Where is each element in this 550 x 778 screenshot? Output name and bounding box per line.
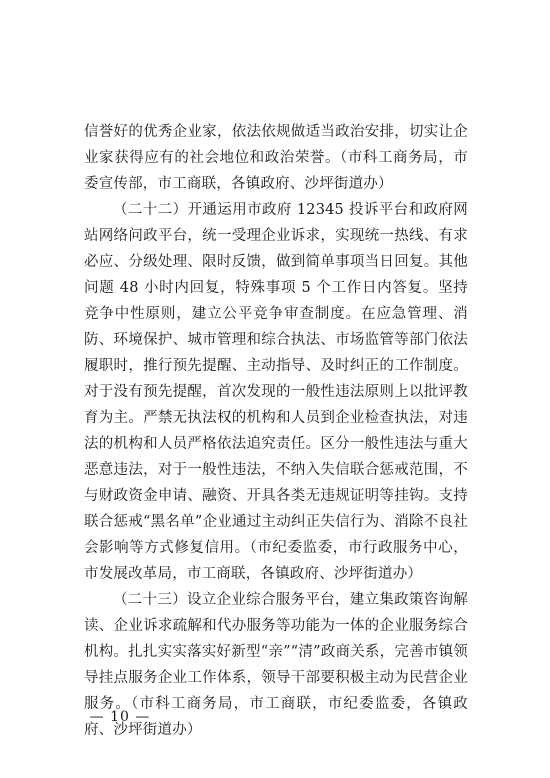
paragraph-item-22: （二十二）开通运用市政府 12345 投诉平台和政府网站网络问政平台，统一受理企业诉求，实现统一热线、有求必应、分级处理、限时反馈，做到简单事项当日回复。其他问题 48 小时内回复，特殊事项 5 个工作日内答复。坚持竞争中性原则，建立公平竞争审查制度。在应急管理、消防、环境保护、城市管理和综合执法、市场监管等部门依法履职时，推行预先提醒、主动指导、及时纠正的工作制度。对于没有预先提醒，首次发现的一般性违法原则上以批评教育为主。严禁无执法权的机构和人员到企业检查执法，对违法的机构和人员严格依法追究责任。区分一般性违法与重大恶意违法，对于一般性违法，不纳入失信联合惩戒范围，不与财政资金申请、融资、开具各类无违规证明等挂钩。支持联合惩戒“黑名单”企业通过主动纠正失信行为、消除不良社会影响等方式修复信用。（市纪委监委，市行政服务中心，市发展改革局，市工商联，各镇政府、沙坪街道办） bbox=[84, 202, 468, 582]
document-body bbox=[84, 119, 468, 743]
paragraph-item-23: （二十三）设立企业综合服务平台，建立集政策咨询解读、企业诉求疏解和代办服务等功能为一体的企业服务综合机构。扎扎实实落实好新型“亲”“清”政商关系，完善市镇领导挂点服务企业工作体系，领导干部要积极主动为民营企业服务。（市科工商务局，市工商联，市纪委监委，各镇政府、沙坪街道办） bbox=[84, 592, 468, 738]
page-number: — 10 — bbox=[89, 709, 151, 725]
paragraph-continuation: 信誉好的优秀企业家，依法依规做适当政治安排，切实让企业家获得应有的社会地位和政治荣誉。（市科工商务局，市委宣传部，市工商联，各镇政府、沙坪街道办） bbox=[84, 124, 468, 192]
